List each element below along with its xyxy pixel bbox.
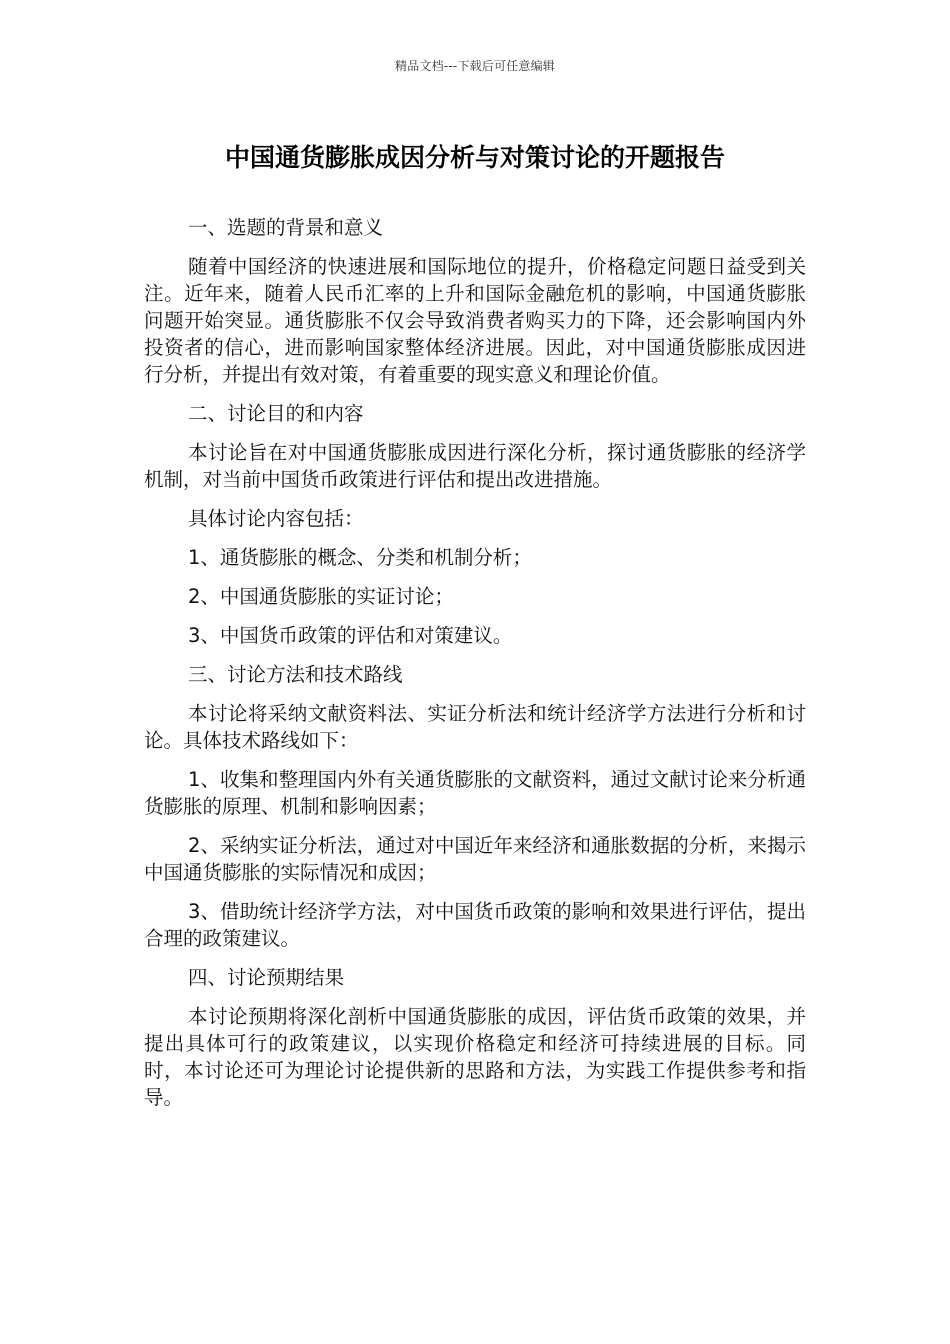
list-item-content-3: 3、中国货币政策的评估和对策建议。 [188, 624, 513, 647]
document-body [144, 214, 806, 1123]
section-heading-methods: 三、讨论方法和技术路线 [188, 663, 403, 686]
section-heading-expected-results: 四、讨论预期结果 [188, 966, 345, 989]
section-heading-purpose: 二、讨论目的和内容 [188, 402, 364, 425]
paragraph-background: 随着中国经济的快速进展和国际地位的提升，价格稳定问题日益受到关注。近年来，随着人民币汇率的上升和国际金融危机的影响，中国通货膨胀问题开始突显。通货膨胀不仅会导致消费者购买力的下降，还会影响国内外投资者的信心，进而影响国家整体经济进展。因此，对中国通货膨胀成因进行分析，并提出有效对策，有着重要的现实意义和理论价值。 [144, 255, 806, 386]
paragraph-purpose: 本讨论旨在对中国通货膨胀成因进行深化分析，探讨通货膨胀的经济学机制，对当前中国货币政策进行评估和提出改进措施。 [144, 441, 806, 491]
list-item-method-3: 3、借助统计经济学方法，对中国货币政策的影响和效果进行评估，提出合理的政策建议。 [144, 900, 806, 950]
document-title: 中国通货膨胀成因分析与对策讨论的开题报告 [224, 143, 725, 172]
section-heading-background: 一、选题的背景和意义 [188, 216, 384, 239]
paragraph-expected-results: 本讨论预期将深化剖析中国通货膨胀的成因，评估货币政策的效果，并提出具体可行的政策建议，以实现价格稳定和经济可持续进展的目标。同时，本讨论还可为理论讨论提供新的思路和方法，为实践工作提供参考和指导。 [144, 1005, 806, 1109]
header-note: 精品文档---下载后可任意编辑 [395, 59, 555, 73]
list-item-method-2: 2、采纳实证分析法，通过对中国近年来经济和通胀数据的分析，来揭示中国通货膨胀的实际情况和成因； [144, 834, 806, 884]
list-item-content-1: 1、通货膨胀的概念、分类和机制分析； [188, 546, 532, 569]
list-item-content-2: 2、中国通货膨胀的实证讨论； [188, 585, 454, 608]
paragraph-methods: 本讨论将采纳文献资料法、实证分析法和统计经济学方法进行分析和讨论。具体技术路线如下： [144, 702, 806, 752]
paragraph-content-intro: 具体讨论内容包括： [188, 507, 364, 530]
list-item-method-1: 1、收集和整理国内外有关通货膨胀的文献资料，通过文献讨论来分析通货膨胀的原理、机制和影响因素； [144, 768, 806, 818]
